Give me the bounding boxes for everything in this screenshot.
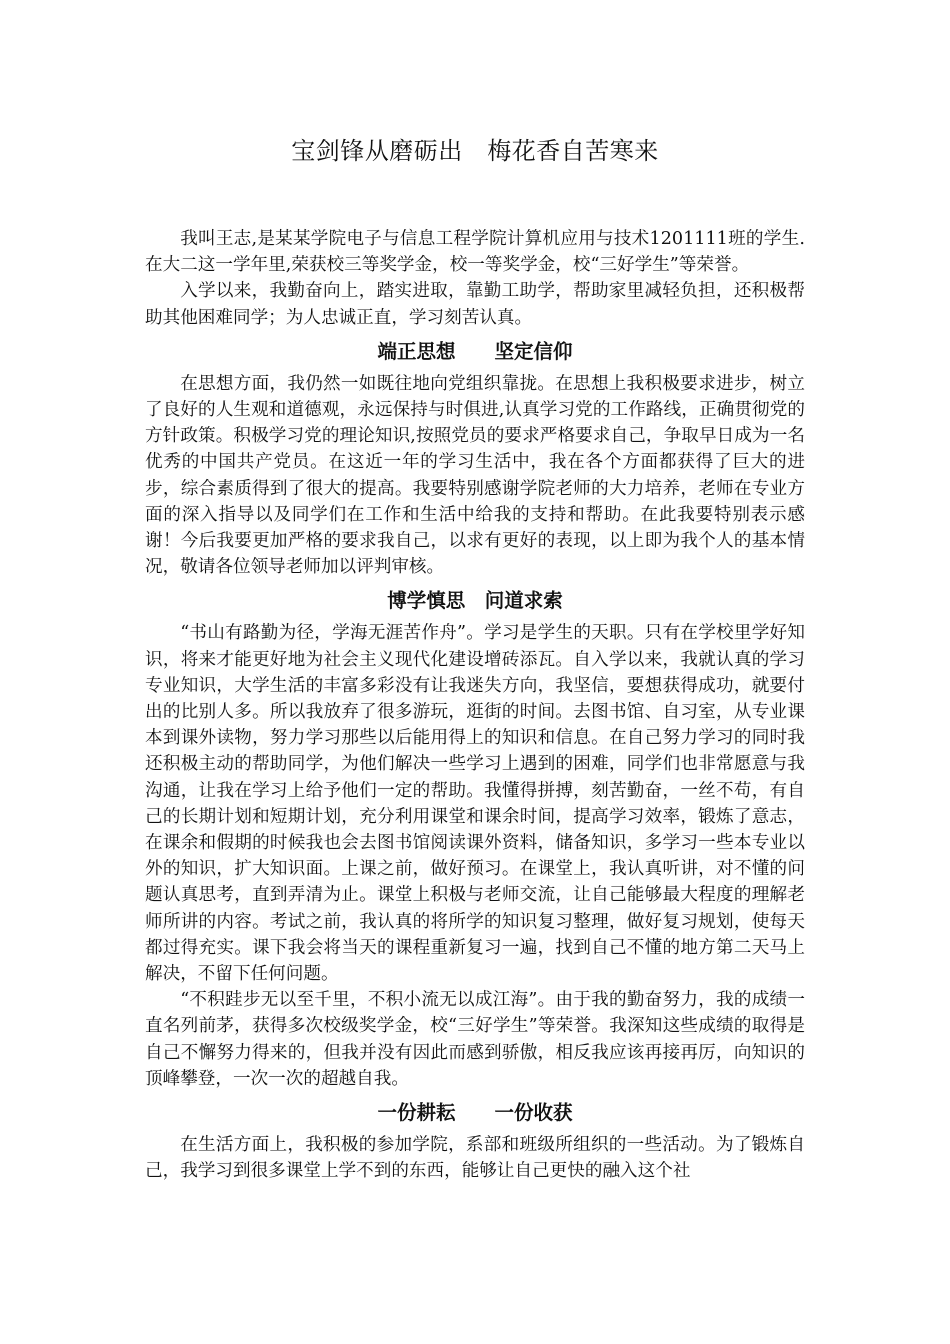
section-paragraph: “书山有路勤为径，学海无涯苦作舟”。学习是学生的天职。只有在学校里学好知识，将来才能更好地为社会主义现代化建设增砖添瓦。自入学以来，我就认真的学习专业知识，大学生活的丰富多彩没有让我迷失方向，我坚信，要想获得成功，就要付出的比别人多。所以我放弃了很多游玩，逛街的时间。去图书馆、自习室，从专业课本到课外读物，努力学习那些以后能用得上的知识和信息。在自己努力学习的同时我还积极主动的帮助同学，为他们解决一些学习上遇到的困难，同学们也非常愿意与我沟通，让我在学习上给予他们一定的帮助。我懂得拼搏，刻苦勤奋，一丝不苟，有自己的长期计划和短期计划，充分利用课堂和课余时间，提高学习效率，锻炼了意志，在课余和假期的时候我也会去图书馆阅读课外资料，储备知识，多学习一些本专业以外的知识，扩大知识面。上课之前，做好预习。在课堂上，我认真听讲，对不懂的问题认真思考，直到弄清为止。课堂上积极与老师交流，让自己能够最大程度的理解老师所讲的内容。考试之前，我认真的将所学的知识复习整理，做好复习规划，使每天都过得充实。课下我会将当天的课程重新复习一遍，找到自己不懂的地方第二天马上解决，不留下任何问题。 xyxy=(145,623,805,985)
section-paragraph: 在生活方面上，我积极的参加学院，系部和班级所组织的一些活动。为了锻炼自己，我学习到很多课堂上学不到的东西，能够让自己更快的融入这个社 xyxy=(145,1135,805,1182)
section-life xyxy=(145,1092,805,1184)
section-heading: 端正思想 坚定信仰 xyxy=(377,339,573,363)
document-title: 宝剑锋从磨砺出 梅花香自苦寒来 xyxy=(291,137,659,165)
intro-paragraph: 入学以来，我勤奋向上，踏实进取，靠勤工助学，帮助家里减轻负担，还积极帮助其他困难同学；为人忠诚正直，学习刻苦认真。 xyxy=(145,281,805,328)
section-heading: 博学慎思 问道求索 xyxy=(387,589,563,613)
section-paragraph: “不积跬步无以至千里，不积小流无以成江海”。由于我的勤奋努力，我的成绩一直名列前茅，获得多次校级奖学金，校“三好学生”等荣誉。我深知这些成绩的取得是自己不懈努力得来的，但我并没有因此而感到骄傲，相反我应该再接再厉，向知识的顶峰攀登，一次一次的超越自我。 xyxy=(145,990,805,1089)
section-paragraph: 在思想方面，我仍然一如既往地向党组织靠拢。在思想上我积极要求进步，树立了良好的人生观和道德观，永远保持与时俱进,认真学习党的工作路线，正确贯彻党的方针政策。积极学习党的理论知识,按照党员的要求严格要求自己，争取早日成为一名优秀的中国共产党员。在这近一年的学习生活中，我在各个方面都获得了巨大的进步，综合素质得到了很大的提高。我要特别感谢学院老师的大力培养，老师在专业方面的深入指导以及同学们在工作和生活中给我的支持和帮助。在此我要特别表示感谢！今后我要更加严格的要求我自己，以求有更好的表现，以上即为我个人的基本情况，敬请各位领导老师加以评判审核。 xyxy=(145,373,805,578)
intro-paragraph: 我叫王志,是某某学院电子与信息工程学院计算机应用与技术1201111班的学生.在大二这一学年里,荣获校三等奖学金，校一等奖学金，校“三好学生”等荣誉。 xyxy=(145,229,805,276)
section-study xyxy=(145,580,805,1092)
document-body xyxy=(145,226,805,1185)
section-heading: 一份耕耘 一份收获 xyxy=(377,1101,573,1125)
section-thought xyxy=(145,331,805,581)
